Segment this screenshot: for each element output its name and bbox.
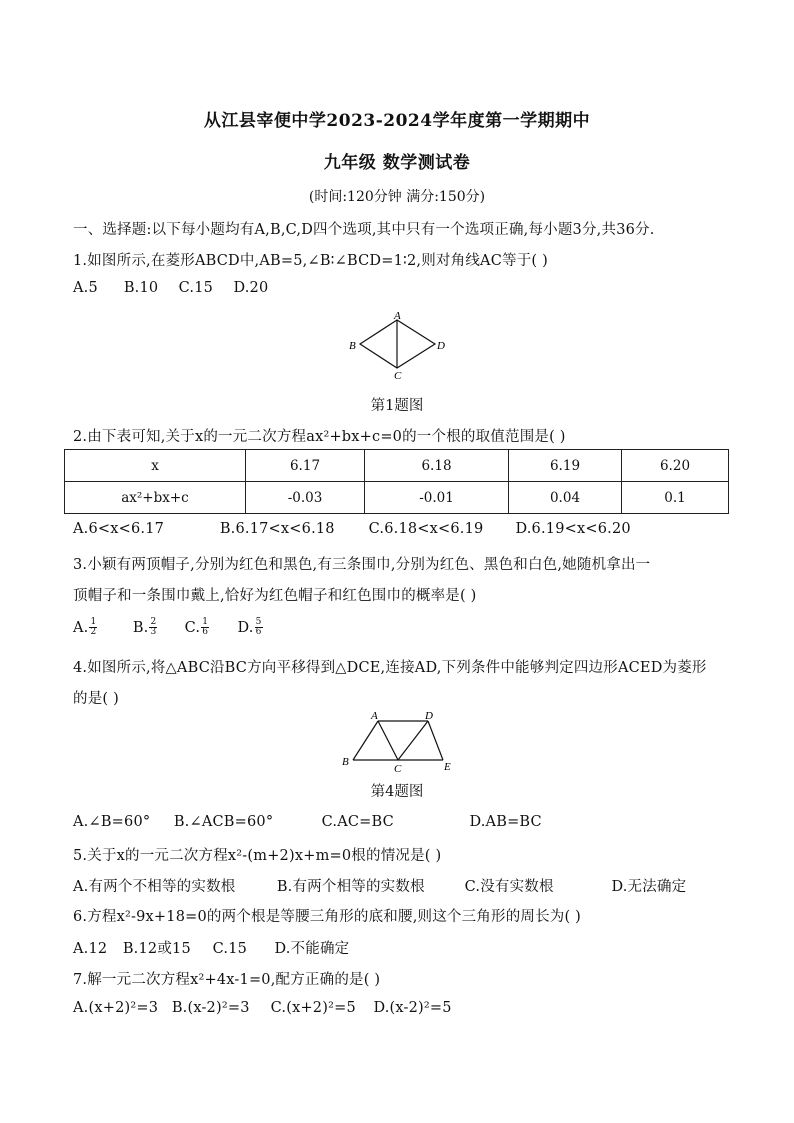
q4-stem-line2: 的是( ) (73, 691, 119, 707)
q3-option-d: D. $\frac{5}{6}$ (237, 617, 262, 637)
q4-caption: 第4题图 (370, 784, 424, 800)
segment-cd (398, 721, 428, 760)
q6-option-c: C.15 (212, 941, 248, 957)
q1-option-d: D.20 (233, 280, 269, 296)
q4-option-a: A.∠B=60° (73, 814, 151, 830)
q5-option-d: D.无法确定 (611, 879, 687, 895)
table-cell: ax²+bx+c (65, 482, 246, 514)
exam-title: 从江县宰便中学2023-2024学年度第一学期期中 (203, 111, 591, 131)
q6-option-b: B.12或15 (122, 941, 191, 957)
q7-option-a: A.(x+2)²=3 (73, 1000, 159, 1016)
q4-options (73, 814, 542, 830)
label-a: A (371, 710, 378, 722)
q5-stem: 5.关于x的一元二次方程x²-(m+2)x+m=0根的情况是( ) (73, 848, 442, 864)
section-intro: 一、选择题:以下每小题均有A,B,C,D四个选项,其中只有一个选项正确,每小题3分,共36分. (73, 222, 655, 238)
exam-meta: (时间:120分钟 满分:150分) (308, 189, 486, 205)
q2-option-a: A.6<x<6.17 (73, 521, 165, 537)
label-d: D (425, 710, 433, 722)
table-cell: x (65, 450, 246, 482)
q6-options (73, 937, 349, 958)
q6-option-a: A.12 (73, 941, 108, 957)
segment-ab (353, 721, 378, 760)
q1-option-a: A.5 (73, 280, 98, 296)
q1-options (73, 280, 268, 296)
q3-stem-line2: 顶帽子和一条围巾戴上,恰好为红色帽子和红色围巾的概率是( ) (73, 588, 477, 604)
label-d: D (437, 340, 445, 352)
q3-option-a: A. $\frac{1}{2}$ (73, 617, 97, 637)
q7-option-c: C.(x+2)²=5 (270, 1000, 356, 1016)
q4-option-b: B.∠ACB=60° (173, 814, 274, 830)
q2-option-c: C.6.18<x<6.19 (368, 521, 484, 537)
label-a: A (394, 310, 401, 322)
q2-table (64, 449, 729, 514)
table-cell: 0.04 (509, 482, 622, 514)
label-c: C (394, 763, 402, 775)
q2-stem: 2.由下表可知,关于x的一元二次方程ax²+bx+c=0的一个根的取值范围是( ) (73, 429, 566, 445)
table-cell: 6.20 (622, 450, 729, 482)
table-row (65, 482, 729, 514)
q4-stem-line1: 4.如图所示,将△ABC沿BC方向平移得到△DCE,连接AD,下列条件中能够判定四边形ACED为菱形 (73, 660, 707, 676)
table-cell: 0.1 (622, 482, 729, 514)
q1-option-b: B.10 (123, 280, 159, 296)
q7-option-b: B.(x-2)²=3 (171, 1000, 250, 1016)
q2-option-b: B.6.17<x<6.18 (219, 521, 335, 537)
q5-options (73, 875, 686, 896)
q1-caption: 第1题图 (370, 398, 424, 414)
q7-stem: 7.解一元二次方程x²+4x-1=0,配方正确的是( ) (73, 972, 381, 988)
q7-option-d: D.(x-2)²=5 (373, 1000, 452, 1016)
q3-options (73, 618, 264, 637)
q1-stem: 1.如图所示,在菱形ABCD中,AB=5,∠B∶∠BCD=1∶2,则对角线AC等于( ) (73, 253, 548, 269)
segment-ac (378, 721, 398, 760)
q2-option-d: D.6.19<x<6.20 (515, 521, 631, 537)
q6-stem: 6.方程x²-9x+18=0的两个根是等腰三角形的底和腰,则这个三角形的周长为( ) (73, 909, 582, 925)
label-b: B (349, 340, 356, 352)
table-cell: 6.19 (509, 450, 622, 482)
table-cell: 6.17 (246, 450, 365, 482)
q3-option-c: C. $\frac{1}{6}$ (184, 617, 209, 637)
q7-options (73, 1000, 452, 1016)
label-e: E (444, 761, 451, 773)
q3-option-b: B. $\frac{2}{3}$ (132, 617, 157, 637)
q1-option-c: C.15 (178, 280, 214, 296)
label-c: C (394, 370, 402, 382)
q5-option-c: C.没有实数根 (464, 879, 554, 895)
q4-option-d: D.AB=BC (469, 814, 542, 830)
label-b: B (342, 756, 349, 768)
q6-option-d: D.不能确定 (274, 941, 350, 957)
table-cell: -0.03 (246, 482, 365, 514)
q1-rhombus-figure (340, 306, 450, 386)
q4-option-c: C.AC=BC (321, 814, 394, 830)
exam-subtitle: 九年级 数学测试卷 (323, 153, 471, 173)
segment-de (428, 721, 443, 760)
q3-stem-line1: 3.小颖有两顶帽子,分别为红色和黑色,有三条围巾,分别为红色、黑色和白色,她随机拿出一 (73, 557, 651, 573)
table-row (65, 450, 729, 482)
q2-options (73, 521, 631, 537)
table-cell: -0.01 (365, 482, 509, 514)
q5-option-b: B.有两个相等的实数根 (276, 879, 425, 895)
q5-option-a: A.有两个不相等的实数根 (73, 879, 236, 895)
table-cell: 6.18 (365, 450, 509, 482)
q4-triangle-figure (338, 708, 458, 778)
